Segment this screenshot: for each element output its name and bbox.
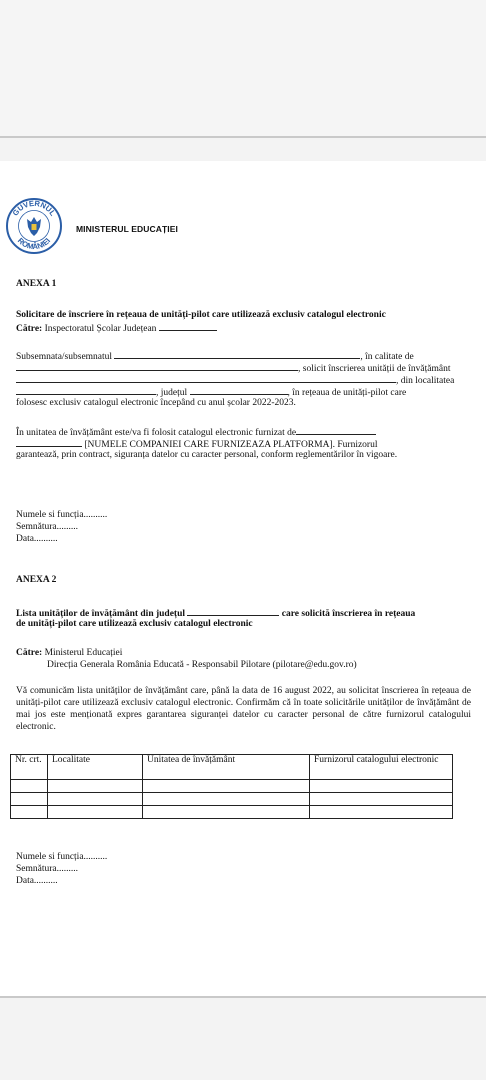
anexa2-body: Vă comunicăm lista unităților de învățământ care, până la data de 16 august 2022, au solicitat înscrierea în rețeaua de unități-pilot care utilizează exclusiv catalogul electronic. Confirmăm că în toate solicitările unităților de învățământ de mai jos este menționată expres garantarea siguranței datelor cu caracter personal de către furnizorul catalogului electronic. <box>16 686 471 732</box>
ministry-name: MINISTERUL EDUCAȚIEI <box>76 224 178 234</box>
header-unitate: Unitatea de învățământ <box>143 755 310 780</box>
header-furnizor: Furnizorul catalogului electronic <box>310 755 453 780</box>
anexa2-signature-name: Numele si funcția.......... <box>16 852 108 862</box>
anexa1-p1-line5: folosesc exclusiv catalogul electronic începând cu anul școlar 2022-2023. <box>16 398 296 408</box>
anexa1-date: Data.......... <box>16 534 58 544</box>
header-localitate: Localitate <box>48 755 143 780</box>
units-table <box>10 754 453 819</box>
anexa2-title-line2: de unități-pilot care utilizează exclusiv catalogul electronic <box>16 619 253 629</box>
anexa1-p1-line1: Subsemnata/subsemnatul , în calitate de <box>16 349 414 363</box>
anexa1-p2-rest: garantează, prin contract, siguranța datelor cu caracter personal, conform reglementărilor în vigoare. <box>16 450 398 460</box>
anexa1-title: Solicitare de înscriere în rețeaua de unități-pilot care utilizează exclusiv catalogul electronic <box>16 310 386 320</box>
anexa2-recipient-line2: Direcția Generala România Educată - Responsabil Pilotare (pilotare@edu.gov.ro) <box>47 660 357 670</box>
anexa1-recipient: Către: Inspectoratul Școlar Județean <box>16 321 217 335</box>
anexa2-heading: ANEXA 2 <box>16 575 57 585</box>
anexa2-date: Data.......... <box>16 876 58 886</box>
anexa1-signature: Semnătura......... <box>16 522 79 532</box>
anexa2-title-line1: Lista unităților de învățământ din județul care solicită înscrierea în rețeaua <box>16 606 415 620</box>
anexa1-signature-name: Numele si funcția.......... <box>16 510 108 520</box>
page-separator-bottom <box>0 996 486 998</box>
government-seal-logo <box>5 197 63 255</box>
page-separator <box>0 136 486 138</box>
anexa1-p1-line3: , din localitatea <box>16 373 454 387</box>
anexa2-signature: Semnătura......... <box>16 864 79 874</box>
table-header-row <box>11 755 453 780</box>
svg-text:GUVERNUL: GUVERNUL <box>10 198 58 218</box>
viewer-top-area <box>0 0 486 136</box>
anexa1-heading: ANEXA 1 <box>16 279 57 289</box>
table-row <box>11 780 453 793</box>
anexa1-p2-line2: [NUMELE COMPANIEI CARE FURNIZEAZA PLATFORMA]. Furnizorul <box>16 437 377 451</box>
table-row <box>11 793 453 806</box>
table-row <box>11 806 453 819</box>
anexa1-p2-line1: În unitatea de învățământ este/va fi folosit catalogul electronic furnizat de <box>16 425 376 439</box>
anexa1-p1-line4: , județul , în rețeaua de unități-pilot care <box>16 385 406 399</box>
document-page <box>0 161 486 996</box>
header-nr-crt: Nr. crt. <box>11 755 48 780</box>
svg-text:ROMÂNIEI: ROMÂNIEI <box>15 236 53 252</box>
anexa2-recipient-line1: Către: Ministerul Educației <box>16 648 123 658</box>
anexa1-p1-line2: , solicit înscrierea unității de învățământ <box>16 361 450 375</box>
